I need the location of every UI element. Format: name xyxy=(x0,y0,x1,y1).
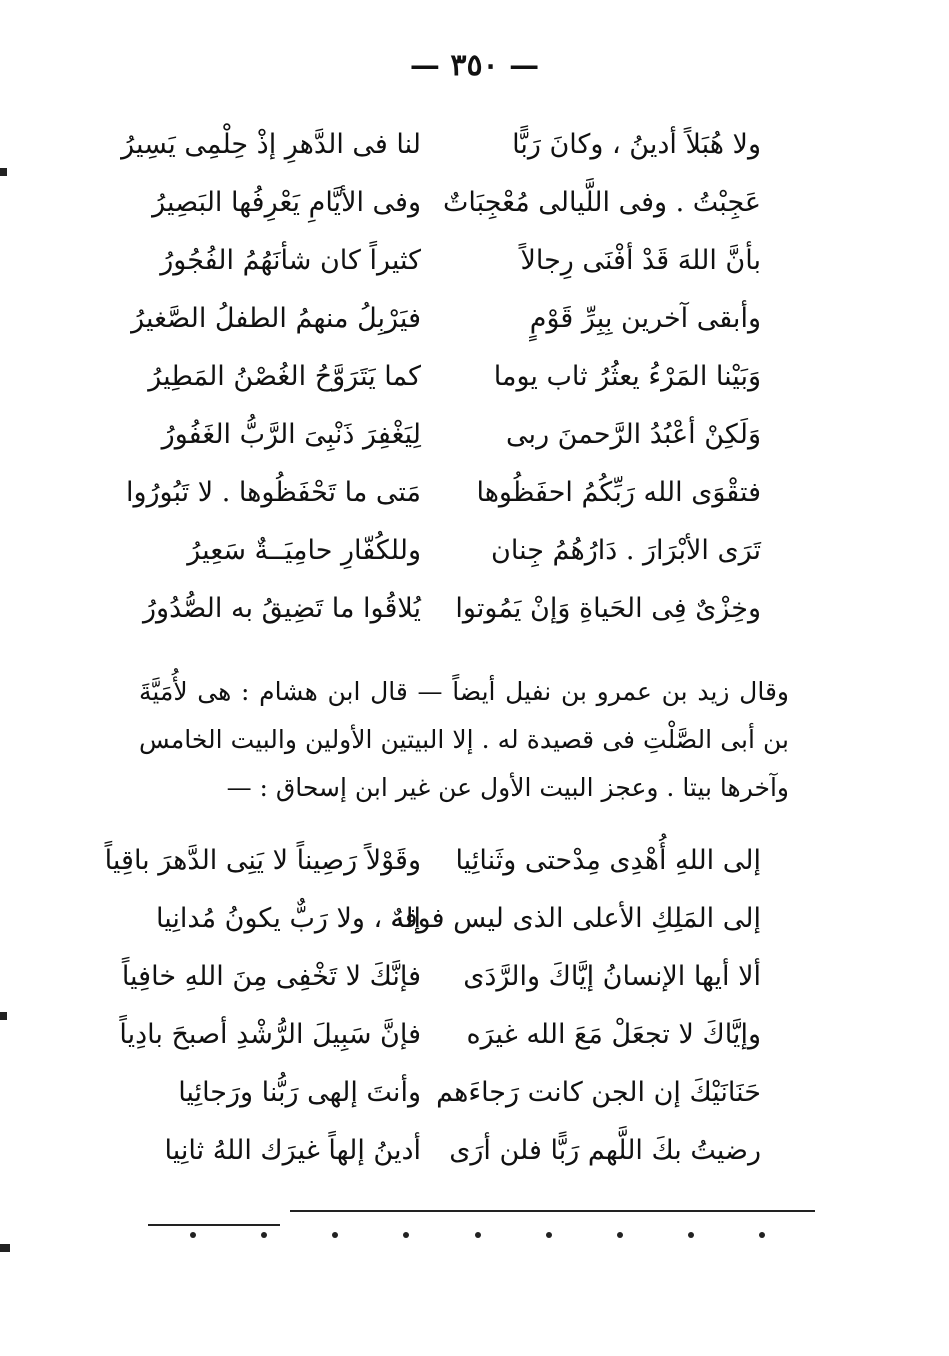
verse-line xyxy=(121,1122,761,1180)
verse-line xyxy=(121,580,761,638)
first-hemistich: ألا أيها الإنسانُ إيَّاكَ والرَّدَى xyxy=(463,961,761,992)
scan-margin-mark xyxy=(0,1244,10,1252)
footer-dot xyxy=(475,1232,481,1238)
verse-line xyxy=(121,348,761,406)
first-hemistich: ولا هُبَلاً أدينُ ، وكانَ رَبًّا xyxy=(512,129,761,160)
footer-dot xyxy=(332,1232,338,1238)
first-hemistich: بأنَّ اللهَ قَدْ أفْنَى رِجالاً xyxy=(520,245,761,276)
prose-paragraph xyxy=(139,668,789,812)
verse-line xyxy=(121,290,761,348)
footer-dot xyxy=(403,1232,409,1238)
verse-line xyxy=(121,232,761,290)
first-hemistich: فتقْوَى الله رَبِّكُمُ احفَظُوها xyxy=(476,477,761,508)
footer-rule-left xyxy=(148,1224,280,1226)
second-hemistich: وأنتَ إلهى رَبُّنا ورَجائِيا xyxy=(178,1077,421,1108)
second-hemistich: لِيَغْفِرَ ذَنْبِىَ الرَّبُّ الغَفُورُ xyxy=(161,419,421,450)
first-hemistich: وخِزْىٌ فِى الحَياةِ وَإنْ يَمُوتوا xyxy=(455,593,761,624)
first-hemistich: وَبَيْنا المَرْءُ يعثُرُ ثاب يوما xyxy=(493,361,761,392)
second-hemistich: لنا فى الدَّهرِ إذْ حِلْمِى يَسِيرُ xyxy=(121,129,421,160)
second-hemistich: مَتى ما تَحْفَظُوها . لا تَبُورُوا xyxy=(125,477,421,508)
verse-line xyxy=(104,832,761,890)
scan-margin-mark xyxy=(0,168,7,176)
verse-line xyxy=(121,522,761,580)
verse-line xyxy=(121,116,761,174)
verse-line xyxy=(121,464,761,522)
second-hemistich: أدينُ إلهاً غيرَك اللهُ ثانِيا xyxy=(164,1135,421,1166)
first-hemistich: رضيتُ بكَ اللَّهم رَبًّا فلن أرَى xyxy=(449,1135,761,1166)
verse-line xyxy=(121,1006,761,1064)
prose-text: وقال زيد بن عمرو بن نفيل أيضاً — قال ابن هشام : هى لأُمَيَّةَ بن أبى الصَّلْتِ فى قصيدة له . إلا البيتين الأولين والبيت الخامس وآخرها بيتا . وعجز البيت الأول عن غير ابن إسحاق : — xyxy=(139,677,789,802)
second-hemistich: وللكُفّارِ حامِيَــةٌ سَعِيرُ xyxy=(187,535,421,566)
second-hemistich: وقَوْلاً رَصِيناً لا يَنِى الدَّهرَ باقِياً xyxy=(104,845,421,876)
first-hemistich: تَرَى الأبْرَارَ . دَارُهُمُ جِنان xyxy=(491,535,761,566)
first-hemistich: عَجِبْتُ . وفى اللَّيالى مُعْجِبَاتٌ xyxy=(442,187,761,218)
verse-line xyxy=(121,1064,761,1122)
poem-block-2 xyxy=(104,832,761,1180)
first-hemistich: وَلَكِنْ أعْبُدُ الرَّحمنَ ربى xyxy=(506,419,761,450)
footer-dot-row xyxy=(190,1232,765,1252)
footer-dot xyxy=(617,1232,623,1238)
scan-margin-mark xyxy=(0,1012,7,1020)
footer-dot xyxy=(190,1232,196,1238)
second-hemistich: يُلاقُوا ما تَضِيقُ به الصُّدُورُ xyxy=(143,593,421,624)
footer-dot xyxy=(688,1232,694,1238)
first-hemistich: وإيَّاكَ لا تجعَلْ مَعَ الله غيرَه xyxy=(466,1019,761,1050)
poem-block-1 xyxy=(121,116,761,638)
second-hemistich: فإنَّ سَبِيلَ الرُّشْدِ أصبحَ بادِياً xyxy=(119,1019,421,1050)
first-hemistich: وأبقى آخرين بِبِرِّ قَوْمٍ xyxy=(529,303,761,334)
verse-line xyxy=(121,948,761,1006)
second-hemistich: فإنَّكَ لا تَخْفِى مِنَ اللهِ خافِياً xyxy=(121,961,421,992)
second-hemistich: وفى الأيَّامِ يَعْرِفُها البَصِيرُ xyxy=(152,187,421,218)
verse-line xyxy=(121,406,761,464)
first-hemistich: إلى اللهِ أُهْدِى مِدْحتى وثَنائِيا xyxy=(455,845,761,876)
second-hemistich: كما يَتَرَوَّحُ الغُصْنُ المَطِيرُ xyxy=(148,361,421,392)
first-hemistich: حَنَانَيْكَ إن الجن كانت رَجاءَهم xyxy=(436,1077,761,1108)
verse-line xyxy=(121,890,761,948)
first-hemistich: إلى المَلِكِ الأعلى الذى ليس فوقه xyxy=(390,903,761,934)
footer-rule-right xyxy=(290,1210,815,1212)
second-hemistich: إلهٌ ، ولا رَبٌّ يكونُ مُدانِيا xyxy=(156,903,421,934)
page-number: — ٣٥٠ — xyxy=(409,48,540,83)
footer-dot xyxy=(759,1232,765,1238)
second-hemistich: كثيراً كان شأنَهُمُ الفُجُورُ xyxy=(160,245,421,276)
verse-line xyxy=(121,174,761,232)
footer-dot xyxy=(261,1232,267,1238)
second-hemistich: فيَرْبِلُ منهمُ الطفلُ الصَّغيرُ xyxy=(131,303,421,334)
footer-dot xyxy=(546,1232,552,1238)
